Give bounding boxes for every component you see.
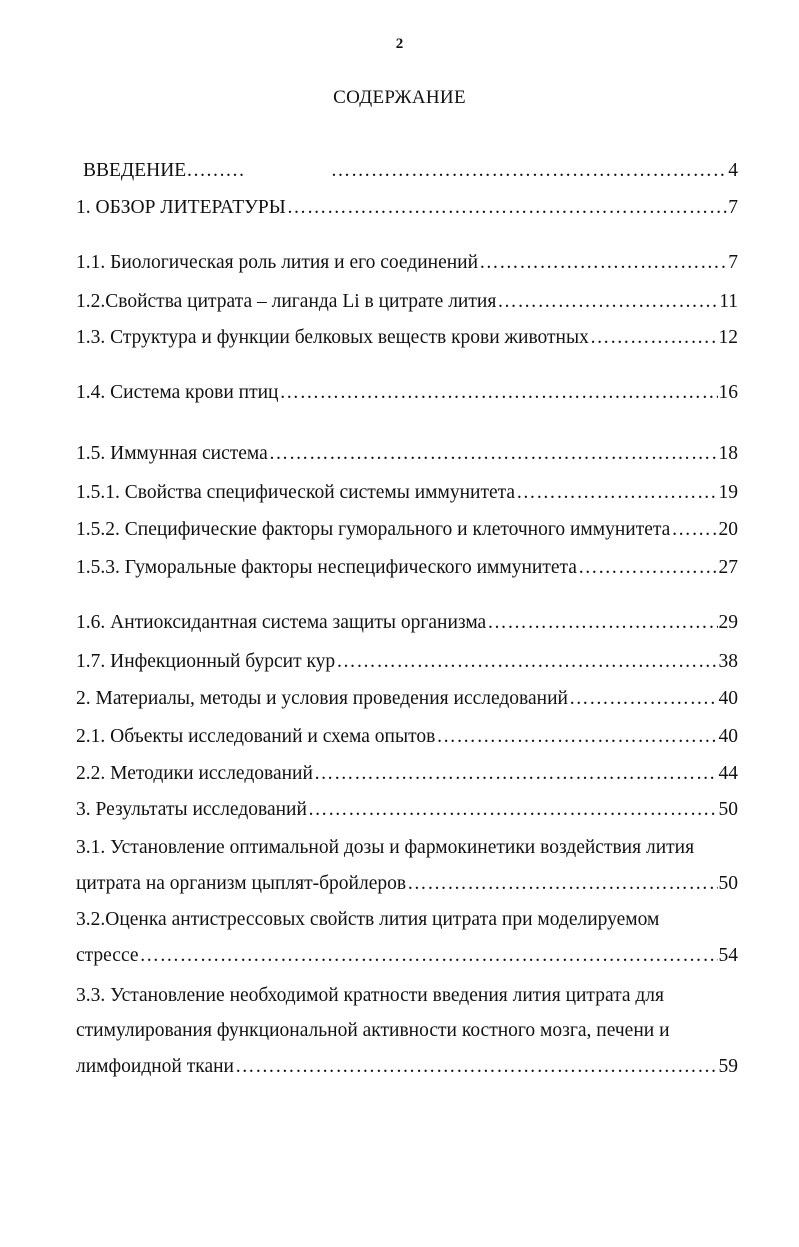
dot-leader (407, 873, 717, 895)
dot-leader (308, 799, 718, 821)
toc-entry-3-2 (76, 945, 738, 971)
toc-entry-page: 50 (718, 873, 738, 894)
toc-entry-label: 1.2.Свойства цитрата – лиганда Li в цитрате лития (76, 291, 497, 312)
dot-leader (671, 519, 717, 541)
toc-entry-3-1-line1: 3.1. Установление оптимальной дозы и фармокинетики воздействия лития (76, 837, 695, 858)
toc-entry-label: стрессе (76, 945, 139, 966)
toc-entry-label: 1.7. Инфекционный бурсит кур (76, 651, 336, 672)
toc-entry-page: 40 (718, 688, 738, 709)
dot-leader (479, 252, 727, 274)
dot-leader (140, 945, 718, 967)
toc-entry-page: 40 (718, 726, 738, 747)
toc-entry-label: 1.5. Иммунная система (76, 443, 268, 464)
toc-entry-page: 54 (718, 945, 738, 966)
dot-leader (436, 726, 717, 748)
toc-entry-1-4 (76, 382, 738, 408)
toc-entry-page: 19 (718, 482, 738, 503)
dot-leader (235, 1056, 718, 1078)
dot-leader (487, 612, 717, 634)
toc-entry-page: 4 (728, 160, 738, 181)
toc-entry-page: 27 (718, 557, 738, 578)
toc-entry-1-5 (76, 443, 738, 469)
dot-leader (516, 482, 717, 504)
toc-entry-page: 11 (719, 291, 738, 312)
toc-entry-label: 1.5.1. Свойства специфической системы иммунитета (76, 482, 516, 503)
dot-leader (578, 557, 718, 579)
toc-entry-label: 2.1. Объекты исследований и схема опытов (76, 726, 436, 747)
dot-leader (269, 443, 718, 465)
page-number: 2 (395, 36, 404, 52)
toc-entry-label: 2.2. Методики исследований (76, 763, 313, 784)
toc-entry-3 (76, 799, 738, 825)
toc-entry-label: 1.1. Биологическая роль лития и его соединений (76, 252, 479, 273)
toc-entry-1-7 (76, 651, 738, 677)
toc-entry-2-1 (76, 726, 738, 752)
toc-entry-page: 20 (718, 519, 738, 540)
toc-entry-introduction (83, 160, 738, 186)
dot-leader (590, 327, 718, 349)
toc-entry-1-6 (76, 612, 738, 638)
toc-entry-label: 1.5.3. Гуморальные факторы неспецифического иммунитета (76, 557, 577, 578)
toc-entry-3-1 (76, 873, 738, 899)
toc-entry-page: 18 (718, 443, 738, 464)
dot-leader (314, 763, 718, 785)
toc-entry-1-5-2 (76, 519, 738, 545)
toc-entry-label: 1.5.2. Специфические факторы гуморального и клеточного иммунитета (76, 519, 671, 540)
toc-entry-1-1 (76, 252, 738, 278)
toc-entry-2 (76, 688, 738, 714)
toc-entry-3-2-line1: 3.2.Оценка антистрессовых свойств лития цитрата при моделируемом (76, 909, 660, 930)
dot-leader (336, 651, 717, 673)
toc-entry-page: 7 (728, 252, 738, 273)
toc-entry-1-2 (76, 291, 738, 317)
toc-entry-literature-review (76, 197, 738, 223)
dot-leader (279, 382, 717, 404)
toc-entry-3-3 (76, 1056, 738, 1082)
toc-entry-1-3 (76, 327, 738, 353)
dot-leader (569, 688, 718, 710)
toc-entry-page: 29 (718, 612, 738, 633)
toc-entry-3-3-line2: стимулирования функциональной активности костного мозга, печени и (76, 1020, 670, 1041)
toc-title: СОДЕРЖАНИЕ (333, 87, 466, 108)
toc-entry-page: 44 (718, 763, 738, 784)
toc-entry-label: лимфоидной ткани (76, 1056, 234, 1077)
toc-entry-1-5-1 (76, 482, 738, 508)
toc-entry-page: 38 (718, 651, 738, 672)
dot-leader (331, 160, 728, 182)
toc-entry-label: 3. Результаты исследований (76, 799, 307, 820)
toc-entry-label: цитрата на организм цыплят-бройлеров (76, 873, 407, 894)
toc-entry-page: 16 (718, 382, 738, 403)
toc-entry-1-5-3 (76, 557, 738, 583)
toc-entry-2-2 (76, 763, 738, 789)
dot-leader (497, 291, 718, 313)
toc-entry-page: 50 (718, 799, 738, 820)
toc-entry-label: 2. Материалы, методы и условия проведения исследований (76, 688, 568, 709)
toc-entry-page: 12 (718, 327, 738, 348)
toc-entry-label: 1.3. Структура и функции белковых веществ крови животных (76, 327, 589, 348)
toc-entry-label: 1.4. Система крови птиц (76, 382, 279, 403)
toc-entry-label: ВВЕДЕНИЕ……… (83, 160, 245, 181)
toc-entry-label: 1.6. Антиоксидантная система защиты организма (76, 612, 487, 633)
toc-entry-page: 59 (718, 1056, 738, 1077)
toc-entry-label: 1. ОБЗОР ЛИТЕРАТУРЫ (76, 197, 286, 218)
toc-entry-page: 7 (728, 197, 738, 218)
dot-leader (287, 197, 727, 219)
toc-entry-3-3-line1: 3.3. Установление необходимой кратности введения лития цитрата для (76, 985, 665, 1006)
